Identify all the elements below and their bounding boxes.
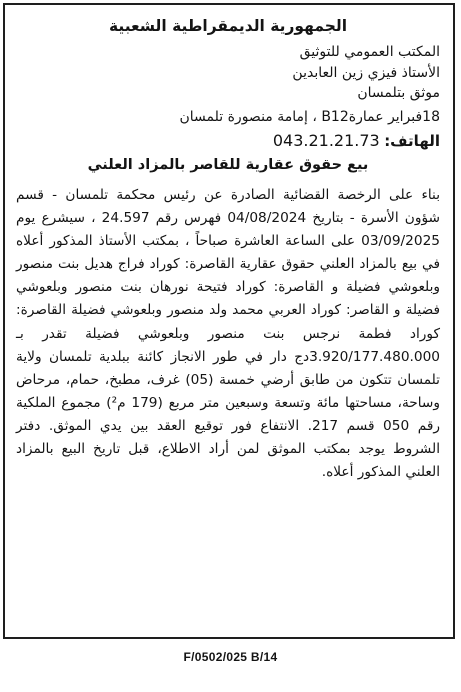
office-name: المكتب العمومي للتوثيق <box>299 44 440 60</box>
notary-city: موثق بتلمسان <box>357 85 440 101</box>
legal-notice <box>3 3 455 639</box>
phone-label: الهاتف: <box>384 132 440 150</box>
reference-code: F/0502/025 B/14 <box>183 650 278 664</box>
republic-heading: الجمهورية الديمقراطية الشعبية <box>108 17 348 35</box>
notice-title: بيع حقوق عقارية للقاصر بالمزاد العلني <box>87 157 369 173</box>
notary-name: الأستاذ فيزي زين العابدين <box>292 64 440 81</box>
phone-number: 043.21.21.73 <box>272 131 380 150</box>
notice-body: بناء على الرخصة القضائية الصادرة عن رئيس محكمة تلمسان - قسم شؤون الأسرة - بتاريخ 04/08/2024 فهرس رقم 24.597 ، سيشرع يوم 03/09/2025 على الساعة العاشرة صباحاً ، بمكتب الأستاذ المذكور أعلاه في بيع بالمزاد العلني حقوق عقارية القاصرة: كوراد فراج هديل بنت منصور وبلعوشي فضيلة و القاصرة: كوراد فتيحة نورهان بنت منصور وبلعوشي فضيلة و القاصر: كوراد العربي محمد ولد منصور وبلعوشي فضيلة القاصرة: كوراد فطمة نرجس بنت منصور وبلعوشي فضيلة تقدر بـ 3.920/177.480.000دج دار في طور الانجاز كائنة ببلدية تلمسان ولاية تلمسان تتكون من طابق أرضي خمسة (05) غرف، مطبخ، حمام، مرحاض وساحة، مساحتها مائة وتسعة وسبعين متر مربع (179 م²) مجموع الملكية رقم 050 قسم 217. الانتفاع فور توقيع العقد بين يدي الموثق. دفتر الشروط يوجد بمكتب الموثق لمن أراد الاطلاع، قبل تاريخ البيع بالمزاد العلني المذكور أعلاه. <box>16 187 441 481</box>
notary-address: 18فبراير عمارةB12 ، إمامة منصورة تلمسان <box>179 108 440 125</box>
phone-line <box>16 131 440 152</box>
